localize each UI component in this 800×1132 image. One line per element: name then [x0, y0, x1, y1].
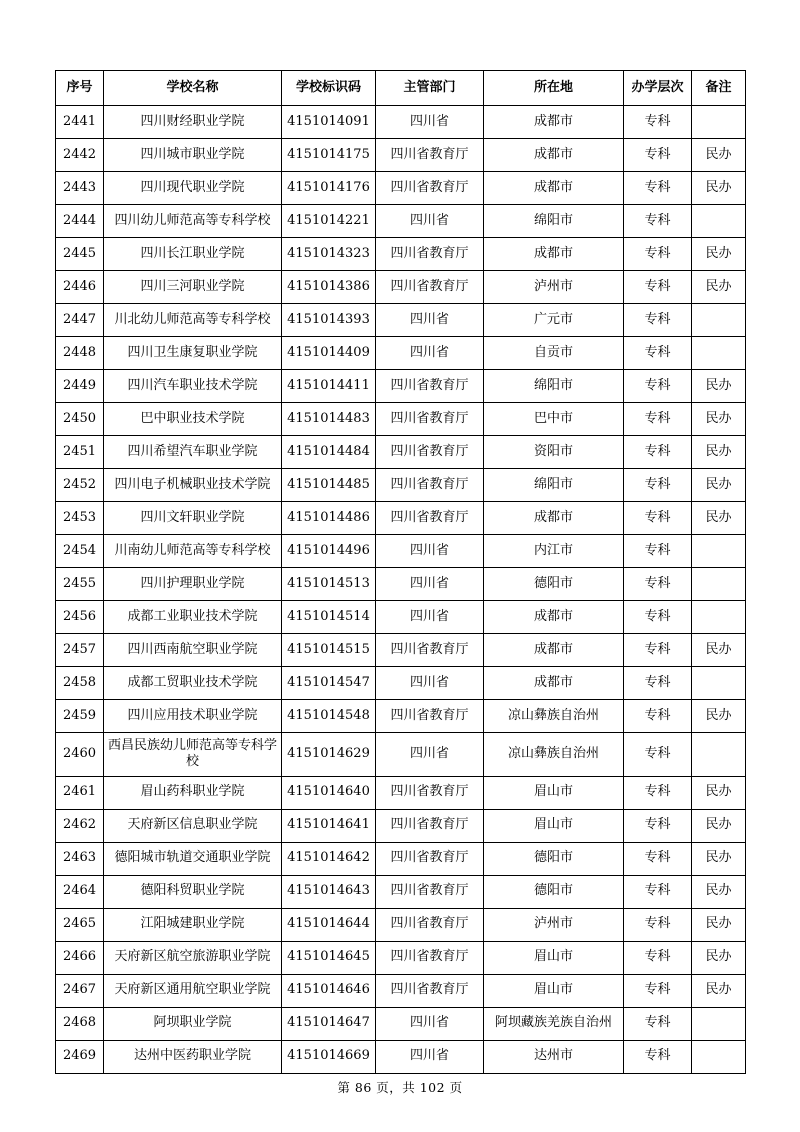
- cell-seq: 2459: [56, 700, 104, 733]
- cell-remark: [692, 601, 746, 634]
- cell-authority: 四川省教育厅: [376, 271, 484, 304]
- cell-location: 巴中市: [484, 403, 624, 436]
- table-row: [56, 700, 746, 733]
- cell-location: 眉山市: [484, 809, 624, 842]
- table-row: [56, 238, 746, 271]
- cell-school-code: 4151014496: [282, 535, 376, 568]
- cell-seq: 2451: [56, 436, 104, 469]
- cell-authority: 四川省教育厅: [376, 634, 484, 667]
- cell-seq: 2454: [56, 535, 104, 568]
- table-row: [56, 139, 746, 172]
- cell-location: 泸州市: [484, 271, 624, 304]
- cell-school-name: 德阳城市轨道交通职业学院: [104, 842, 282, 875]
- cell-school-code: 4151014645: [282, 941, 376, 974]
- cell-remark: 民办: [692, 271, 746, 304]
- cell-school-code: 4151014221: [282, 205, 376, 238]
- cell-level: 专科: [624, 337, 692, 370]
- table-row: [56, 106, 746, 139]
- cell-school-name: 四川财经职业学院: [104, 106, 282, 139]
- cell-school-name: 四川西南航空职业学院: [104, 634, 282, 667]
- cell-school-code: 4151014513: [282, 568, 376, 601]
- cell-remark: [692, 1007, 746, 1040]
- cell-level: 专科: [624, 601, 692, 634]
- cell-location: 眉山市: [484, 974, 624, 1007]
- cell-authority: 四川省: [376, 535, 484, 568]
- cell-level: 专科: [624, 469, 692, 502]
- cell-seq: 2463: [56, 842, 104, 875]
- cell-authority: 四川省: [376, 601, 484, 634]
- table-row: [56, 809, 746, 842]
- cell-location: 资阳市: [484, 436, 624, 469]
- cell-seq: 2441: [56, 106, 104, 139]
- cell-authority: 四川省: [376, 337, 484, 370]
- cell-authority: 四川省: [376, 205, 484, 238]
- cell-location: 达州市: [484, 1040, 624, 1073]
- cell-level: 专科: [624, 1007, 692, 1040]
- cell-location: 绵阳市: [484, 469, 624, 502]
- school-list-table: [55, 70, 746, 1074]
- cell-location: 阿坝藏族羌族自治州: [484, 1007, 624, 1040]
- cell-authority: 四川省: [376, 733, 484, 777]
- column-header-level: 办学层次: [624, 71, 692, 106]
- cell-seq: 2452: [56, 469, 104, 502]
- cell-authority: 四川省: [376, 568, 484, 601]
- cell-seq: 2457: [56, 634, 104, 667]
- cell-location: 凉山彝族自治州: [484, 733, 624, 777]
- cell-authority: 四川省教育厅: [376, 139, 484, 172]
- cell-remark: 民办: [692, 634, 746, 667]
- cell-level: 专科: [624, 370, 692, 403]
- cell-school-name: 达州中医药职业学院: [104, 1040, 282, 1073]
- cell-seq: 2465: [56, 908, 104, 941]
- cell-level: 专科: [624, 875, 692, 908]
- cell-remark: [692, 1040, 746, 1073]
- cell-location: 成都市: [484, 139, 624, 172]
- table-row: [56, 271, 746, 304]
- table-row: [56, 908, 746, 941]
- cell-seq: 2466: [56, 941, 104, 974]
- cell-location: 自贡市: [484, 337, 624, 370]
- cell-school-code: 4151014393: [282, 304, 376, 337]
- cell-location: 德阳市: [484, 842, 624, 875]
- cell-school-code: 4151014323: [282, 238, 376, 271]
- cell-school-name: 四川现代职业学院: [104, 172, 282, 205]
- cell-authority: 四川省教育厅: [376, 776, 484, 809]
- cell-location: 成都市: [484, 502, 624, 535]
- cell-school-name: 阿坝职业学院: [104, 1007, 282, 1040]
- column-header-authority: 主管部门: [376, 71, 484, 106]
- table-row: [56, 568, 746, 601]
- cell-level: 专科: [624, 634, 692, 667]
- cell-school-name: 四川电子机械职业技术学院: [104, 469, 282, 502]
- cell-school-name: 川南幼儿师范高等专科学校: [104, 535, 282, 568]
- cell-authority: 四川省教育厅: [376, 700, 484, 733]
- cell-location: 成都市: [484, 106, 624, 139]
- cell-remark: 民办: [692, 941, 746, 974]
- cell-seq: 2464: [56, 875, 104, 908]
- table-body: [56, 106, 746, 1074]
- cell-remark: [692, 733, 746, 777]
- table-row: [56, 172, 746, 205]
- cell-authority: 四川省教育厅: [376, 403, 484, 436]
- cell-level: 专科: [624, 304, 692, 337]
- cell-school-code: 4151014386: [282, 271, 376, 304]
- cell-seq: 2449: [56, 370, 104, 403]
- cell-location: 绵阳市: [484, 205, 624, 238]
- cell-location: 成都市: [484, 601, 624, 634]
- cell-school-name: 四川汽车职业技术学院: [104, 370, 282, 403]
- table-row: [56, 941, 746, 974]
- cell-level: 专科: [624, 271, 692, 304]
- cell-level: 专科: [624, 172, 692, 205]
- cell-school-code: 4151014647: [282, 1007, 376, 1040]
- cell-school-code: 4151014176: [282, 172, 376, 205]
- cell-location: 成都市: [484, 667, 624, 700]
- cell-seq: 2445: [56, 238, 104, 271]
- cell-remark: 民办: [692, 172, 746, 205]
- cell-level: 专科: [624, 908, 692, 941]
- cell-authority: 四川省教育厅: [376, 875, 484, 908]
- cell-school-code: 4151014485: [282, 469, 376, 502]
- cell-school-code: 4151014484: [282, 436, 376, 469]
- cell-seq: 2453: [56, 502, 104, 535]
- cell-school-code: 4151014483: [282, 403, 376, 436]
- cell-school-code: 4151014411: [282, 370, 376, 403]
- cell-authority: 四川省教育厅: [376, 502, 484, 535]
- cell-school-code: 4151014548: [282, 700, 376, 733]
- cell-school-code: 4151014642: [282, 842, 376, 875]
- cell-authority: 四川省教育厅: [376, 172, 484, 205]
- cell-school-name: 四川幼儿师范高等专科学校: [104, 205, 282, 238]
- cell-remark: [692, 304, 746, 337]
- cell-level: 专科: [624, 139, 692, 172]
- cell-remark: [692, 568, 746, 601]
- cell-school-code: 4151014640: [282, 776, 376, 809]
- table-row: [56, 842, 746, 875]
- cell-level: 专科: [624, 535, 692, 568]
- cell-remark: 民办: [692, 908, 746, 941]
- table-row: [56, 436, 746, 469]
- cell-school-code: 4151014091: [282, 106, 376, 139]
- cell-seq: 2462: [56, 809, 104, 842]
- cell-location: 绵阳市: [484, 370, 624, 403]
- cell-remark: 民办: [692, 436, 746, 469]
- cell-seq: 2448: [56, 337, 104, 370]
- cell-school-code: 4151014643: [282, 875, 376, 908]
- cell-level: 专科: [624, 205, 692, 238]
- cell-school-name: 四川护理职业学院: [104, 568, 282, 601]
- cell-school-name: 四川文轩职业学院: [104, 502, 282, 535]
- cell-seq: 2458: [56, 667, 104, 700]
- cell-school-code: 4151014641: [282, 809, 376, 842]
- cell-authority: 四川省教育厅: [376, 809, 484, 842]
- table-row: [56, 502, 746, 535]
- table-header: [56, 71, 746, 106]
- cell-location: 成都市: [484, 172, 624, 205]
- cell-remark: 民办: [692, 974, 746, 1007]
- cell-seq: 2443: [56, 172, 104, 205]
- cell-seq: 2442: [56, 139, 104, 172]
- cell-authority: 四川省教育厅: [376, 436, 484, 469]
- cell-location: 眉山市: [484, 941, 624, 974]
- cell-school-name: 成都工业职业技术学院: [104, 601, 282, 634]
- cell-authority: 四川省教育厅: [376, 908, 484, 941]
- table-row: [56, 535, 746, 568]
- cell-remark: 民办: [692, 370, 746, 403]
- cell-remark: 民办: [692, 469, 746, 502]
- cell-school-name: 四川长江职业学院: [104, 238, 282, 271]
- cell-school-code: 4151014409: [282, 337, 376, 370]
- cell-location: 广元市: [484, 304, 624, 337]
- cell-authority: 四川省: [376, 1040, 484, 1073]
- cell-level: 专科: [624, 733, 692, 777]
- cell-school-name: 江阳城建职业学院: [104, 908, 282, 941]
- cell-location: 成都市: [484, 634, 624, 667]
- cell-school-code: 4151014669: [282, 1040, 376, 1073]
- cell-school-code: 4151014514: [282, 601, 376, 634]
- cell-location: 成都市: [484, 238, 624, 271]
- cell-level: 专科: [624, 941, 692, 974]
- cell-seq: 2460: [56, 733, 104, 777]
- cell-seq: 2450: [56, 403, 104, 436]
- cell-location: 眉山市: [484, 776, 624, 809]
- table-row: [56, 776, 746, 809]
- cell-seq: 2468: [56, 1007, 104, 1040]
- cell-authority: 四川省教育厅: [376, 469, 484, 502]
- cell-remark: 民办: [692, 700, 746, 733]
- table-row: [56, 974, 746, 1007]
- cell-school-name: 四川应用技术职业学院: [104, 700, 282, 733]
- cell-location: 泸州市: [484, 908, 624, 941]
- table-row: [56, 634, 746, 667]
- cell-authority: 四川省教育厅: [376, 941, 484, 974]
- cell-level: 专科: [624, 667, 692, 700]
- cell-level: 专科: [624, 568, 692, 601]
- cell-remark: [692, 337, 746, 370]
- cell-school-name: 四川卫生康复职业学院: [104, 337, 282, 370]
- page-footer: 第 86 页，共 102 页: [337, 1080, 463, 1095]
- cell-level: 专科: [624, 403, 692, 436]
- column-header-seq: 序号: [56, 71, 104, 106]
- cell-school-name: 巴中职业技术学院: [104, 403, 282, 436]
- cell-school-code: 4151014486: [282, 502, 376, 535]
- cell-school-name: 德阳科贸职业学院: [104, 875, 282, 908]
- cell-remark: 民办: [692, 238, 746, 271]
- cell-level: 专科: [624, 106, 692, 139]
- table-row: [56, 1007, 746, 1040]
- cell-school-name: 眉山药科职业学院: [104, 776, 282, 809]
- cell-seq: 2447: [56, 304, 104, 337]
- cell-level: 专科: [624, 776, 692, 809]
- cell-remark: 民办: [692, 809, 746, 842]
- cell-authority: 四川省教育厅: [376, 238, 484, 271]
- cell-remark: 民办: [692, 875, 746, 908]
- cell-authority: 四川省教育厅: [376, 974, 484, 1007]
- table-row: [56, 469, 746, 502]
- column-header-school-code: 学校标识码: [282, 71, 376, 106]
- cell-authority: 四川省: [376, 106, 484, 139]
- cell-school-name: 天府新区信息职业学院: [104, 809, 282, 842]
- table-row: [56, 733, 746, 777]
- cell-level: 专科: [624, 974, 692, 1007]
- cell-school-code: 4151014646: [282, 974, 376, 1007]
- table-header-row: [56, 71, 746, 106]
- cell-remark: [692, 205, 746, 238]
- cell-level: 专科: [624, 502, 692, 535]
- cell-school-code: 4151014629: [282, 733, 376, 777]
- cell-level: 专科: [624, 700, 692, 733]
- cell-remark: [692, 667, 746, 700]
- table-row: [56, 337, 746, 370]
- cell-remark: [692, 106, 746, 139]
- cell-seq: 2467: [56, 974, 104, 1007]
- cell-authority: 四川省教育厅: [376, 842, 484, 875]
- cell-school-code: 4151014515: [282, 634, 376, 667]
- cell-seq: 2455: [56, 568, 104, 601]
- cell-level: 专科: [624, 1040, 692, 1073]
- cell-school-name: 四川希望汽车职业学院: [104, 436, 282, 469]
- cell-remark: 民办: [692, 403, 746, 436]
- cell-school-name: 西昌民族幼儿师范高等专科学校: [104, 733, 282, 777]
- cell-school-name: 天府新区航空旅游职业学院: [104, 941, 282, 974]
- cell-seq: 2446: [56, 271, 104, 304]
- cell-seq: 2444: [56, 205, 104, 238]
- table-row: [56, 601, 746, 634]
- cell-seq: 2461: [56, 776, 104, 809]
- table-row: [56, 667, 746, 700]
- cell-authority: 四川省教育厅: [376, 370, 484, 403]
- table-row: [56, 1040, 746, 1073]
- cell-school-name: 川北幼儿师范高等专科学校: [104, 304, 282, 337]
- table-row: [56, 304, 746, 337]
- table-row: [56, 403, 746, 436]
- cell-level: 专科: [624, 842, 692, 875]
- cell-school-code: 4151014644: [282, 908, 376, 941]
- cell-location: 内江市: [484, 535, 624, 568]
- cell-location: 德阳市: [484, 568, 624, 601]
- cell-school-name: 四川三河职业学院: [104, 271, 282, 304]
- cell-level: 专科: [624, 238, 692, 271]
- table-row: [56, 370, 746, 403]
- cell-school-code: 4151014175: [282, 139, 376, 172]
- column-header-school-name: 学校名称: [104, 71, 282, 106]
- cell-authority: 四川省: [376, 304, 484, 337]
- cell-school-code: 4151014547: [282, 667, 376, 700]
- cell-remark: [692, 535, 746, 568]
- cell-seq: 2456: [56, 601, 104, 634]
- cell-seq: 2469: [56, 1040, 104, 1073]
- cell-level: 专科: [624, 436, 692, 469]
- cell-school-name: 天府新区通用航空职业学院: [104, 974, 282, 1007]
- column-header-location: 所在地: [484, 71, 624, 106]
- cell-remark: 民办: [692, 139, 746, 172]
- cell-school-name: 四川城市职业学院: [104, 139, 282, 172]
- cell-remark: 民办: [692, 842, 746, 875]
- column-header-remark: 备注: [692, 71, 746, 106]
- cell-authority: 四川省: [376, 667, 484, 700]
- table-row: [56, 205, 746, 238]
- cell-remark: 民办: [692, 776, 746, 809]
- cell-authority: 四川省: [376, 1007, 484, 1040]
- cell-school-name: 成都工贸职业技术学院: [104, 667, 282, 700]
- cell-level: 专科: [624, 809, 692, 842]
- table-row: [56, 875, 746, 908]
- cell-remark: 民办: [692, 502, 746, 535]
- cell-location: 凉山彝族自治州: [484, 700, 624, 733]
- cell-location: 德阳市: [484, 875, 624, 908]
